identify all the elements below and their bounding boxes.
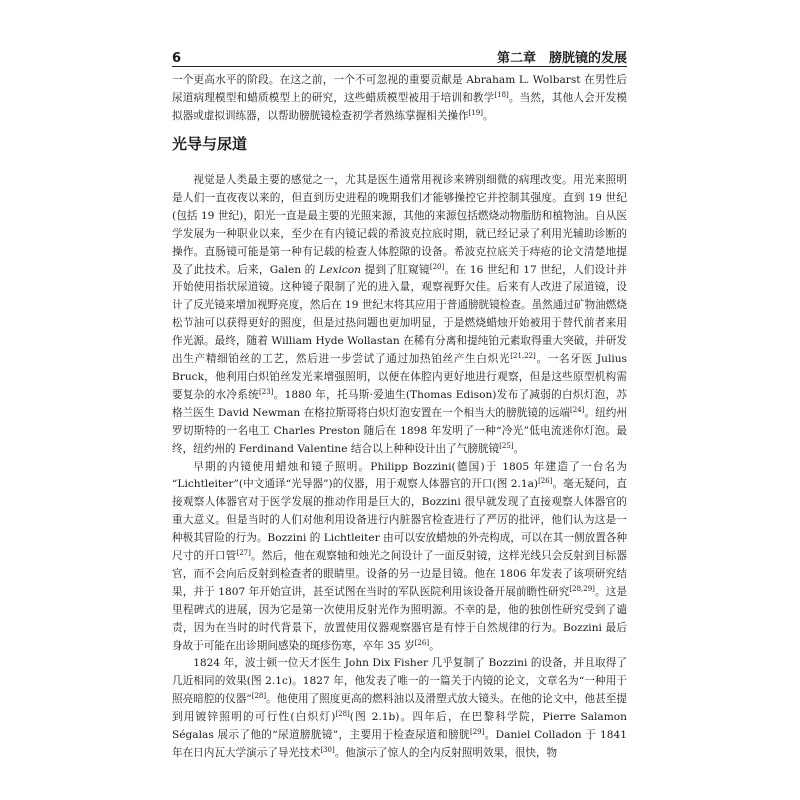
text-run: 。当然，其他人会开发模拟器或虚拟训练器，以帮助膀胱镜检查初学者熟练掌握相关操作 — [172, 91, 627, 122]
citation: [30] — [320, 746, 335, 754]
text-run: 视觉是人类最主要的感觉之一，尤其是医生通常用视诊来辨别细微的病理改变。用光来照明是人们一直夜夜以来的，但直到历史进程的晚期我们才能够操控它并控制其强度。直到 19 世纪(包括 19 世纪)，阳光一直是最主要的光照来源，其他的来源包括燃烧动物脂肪和植物油。自从医学发展为一种职业以来，至少在有内镜记载的希波克拉底时期，就已经记录了利用光辅助诊断的操作。直肠镜可能是第一种有记载的检查人体腔隙的设备。希波克拉底关于痔疮的论文清楚地提及了此技术。后来，Galen 的 — [172, 174, 627, 276]
text-run: 。毫无疑问，直接观察人体器官对于医学发展的推动作用是巨大的，Bozzini 很早就发现了直接观察人体器官的重大意义。但是当时的人们对他利用设备进行内脏器官检查进行了严厉的批评，他们认为这是一种极其冒险的行为。Bozzini 的 Lichtleiter 由可以安放蜡烛的外壳构成，可以在其一侧放置各种尺寸的开口管 — [172, 478, 628, 563]
text-run: 。然后，他在观察轴和烛光之间设计了一面反射镜，这样光线只会反射到目标器官，而不会向后反射到检查者的眼睛里。设备的另一边是目镜。他在 1806 年发表了该项研究结果，并于 1807 年开始宣讲，甚至试图在当时的军队医院利用该设备开展前瞻性研究 — [172, 550, 627, 598]
citation: [28] — [251, 692, 267, 701]
intro-paragraph-block — [172, 72, 627, 126]
citation: [27] — [236, 549, 251, 558]
text-run: 。 — [483, 109, 494, 122]
section-body — [172, 172, 627, 763]
text-run: 。他演示了惊人的全内反射照明效果，很快，物 — [334, 747, 558, 759]
citation: [19] — [468, 108, 483, 117]
text-run: 。一名牙医 Julius Bruck，他利用白炽铂丝发光来增强照明，以便在体腔内更好地进行观察，但是这些原型机构需要复杂的水冷系统 — [172, 353, 627, 401]
text-run: (图 2.1b)。四年后，在巴黎科学院，Pierre Salamon Ségalas 展示了他的“尿道膀胱镜”，主要用于检查尿道和膀胱 — [172, 711, 627, 742]
paragraph-3 — [172, 655, 627, 762]
header-rule — [172, 66, 627, 67]
text-run: 。在 16 世纪和 17 世纪，人们设计并开始使用指状尿道镜。这种镜子限制了光的进入量，观察视野欠佳。后来有人改进了尿道镜，设计了反光镜来增加视野亮度，然后在 19 世纪末将其应用于普通膀胱镜检查。虽然通过矿物油燃烧松节油可以获得更好的照度，但是过热问题也更加明显，于是燃烧蜡烛开始被用于替代前者来用作光源。最终，随着 William Hyde Wollastan 在稀有分离和提纯铂元素取得重大突破，并研发出生产精细铂丝的工艺，然后进一步尝试了通过加热铂丝产生白炽光 — [172, 263, 628, 366]
text-run: 。 — [513, 442, 525, 455]
chapter-title: 第二章 膀胱镜的发展 — [496, 51, 627, 66]
intro-paragraph — [172, 72, 627, 126]
citation: [23] — [259, 387, 274, 396]
text-run: 一个更高水平的阶段。在这之前，一个不可忽视的重要贡献是 Abraham L. Wolbarst 在男性后尿道病理模型和蜡质模型上的研究，这些蜡质模型被用于培训和教学 — [172, 74, 627, 104]
text-run: 。 — [429, 639, 440, 652]
citation: [29] — [469, 728, 485, 737]
citation: [18] — [494, 90, 509, 99]
text-run: 。他使用了照度更高的燃料油以及滑塑式放大镜头。在他的论文中，他甚至提到用镀锌照明的可行性(白炽灯) — [172, 693, 627, 724]
page-number: 6 — [172, 51, 182, 66]
paragraph-1 — [172, 172, 627, 459]
citation: [20] — [429, 262, 445, 271]
paragraph-2 — [172, 459, 627, 656]
citation: [21,22] — [510, 352, 536, 361]
text-run: 。1880 年，托马斯·爱迪生(Thomas Edison)发布了减弱的白炽灯泡，苏格兰医生 David Newman 在格拉斯哥将白炽灯泡安置在一个相当大的膀胱镜的远端 — [172, 388, 627, 419]
citation: [24] — [570, 405, 585, 414]
citation: [25] — [499, 441, 514, 450]
text-run: 。纽约州罗切斯特的一名电工 Charles Preston 随后在 1898 年发明了一种“冷光”低电流迷你灯泡。最终，纽约州的 Ferdinand Valentine 结合以上种种设计出了气膀胱镜 — [172, 406, 628, 455]
citation: [26] — [538, 477, 553, 486]
text-run: 。Daniel Colladon 于 1841 年在日内瓦大学演示了导光技术 — [172, 729, 627, 759]
italic-term: Lexicon — [319, 263, 362, 276]
text-run: 1824 年，波士顿一位天才医生 John Dix Fisher 几乎复制了 Bozzini 的设备，并且取得了几近相同的效果(图 2.1c)。1827 年，他发表了唯一的一篇关于内镜的论文，文章名为“一种用于照亮暗腔的仪器” — [172, 657, 627, 706]
section-heading: 光导与尿道 — [172, 135, 248, 153]
text-run: 早期的内镜使用蜡烛和镜子照明。Philipp Bozzini(德国)于 1805 年建造了一台名为 “Lichtleiter”(中文通译“光导器”)的仪器，用于观察人体器官的开口(图 2.1a) — [172, 460, 627, 491]
citation: [28] — [335, 710, 350, 719]
citation: [26] — [414, 638, 430, 647]
running-head — [172, 46, 627, 66]
citation: [28,29] — [569, 584, 595, 593]
text-run: 。这是里程碑式的进展，因为它是第一次使用反射光作为照明源。不幸的是，他的独创性研究受到了谴责，因为在当时的时代背景下，放置使用仪器观察器官是有悖于自然规律的行为。Bozzini 最后身故于可能在出诊期间感染的斑疹伤寒，卒年 35 岁 — [172, 585, 627, 652]
text-run: 提到了肛窥镜 — [361, 263, 430, 276]
